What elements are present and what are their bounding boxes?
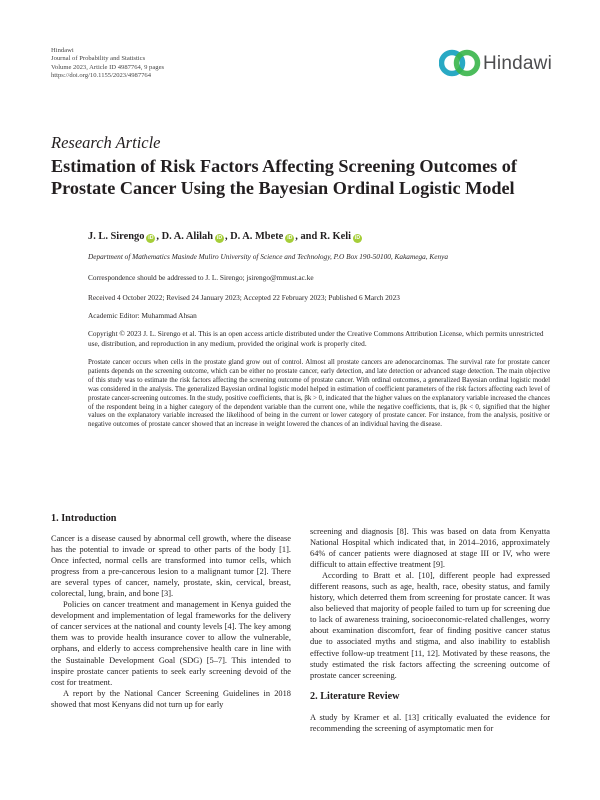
publisher-name: Hindawi: [51, 47, 74, 54]
hindawi-logo: [439, 43, 557, 83]
paragraph: screening and diagnosis [8]. This was based on data from Kenyatta National Hospital which indicated that, in 2014–2016, approximately 64% of cancer patients were diagnosed at stage III or IV, who were difficult to attain effective treatment [9].: [310, 527, 550, 570]
author-name[interactable]: , D. A. Alilah: [156, 231, 213, 242]
author-name[interactable]: , and R. Keli: [295, 231, 351, 242]
paragraph: A report by the National Cancer Screening Guidelines in 2018 showed that most Kenyans did not turn up for early: [51, 688, 291, 709]
section-heading: 2. Literature Review: [310, 690, 400, 702]
author-list: [88, 231, 363, 243]
paragraph: According to Bratt et al. [10], different people had expressed different reasons, such as age, health, race, obesity status, and family history, which deterred them from screening for prostate cancer. It was also believed that majority of people failed to turn up for screening due to lack of awareness training, socioeconomic-related challenges, worry about examination discomfort, fear of finding positive cancer status due to associated myths and stigma, and also inability to establish effective follow-up treatment [11, 12]. Motivated by these reasons, the study estimated the risk factors affecting the screening outcome of prostate cancer screening.: [310, 571, 550, 680]
paragraph: A study by Kramer et al. [13] critically evaluated the evidence for recommending the screening of asymptomatic men for: [310, 712, 550, 733]
paragraph: Policies on cancer treatment and management in Kenya guided the development and implementation of legal frameworks for the delivery of cancer services at the national and county levels [4]. The key among them was to provide health insurance cover to allow the vulnerable, orphans, and elderly to access comprehensive health care in line with the Sustainable Development Goal (SDG) [5–7]. This intended to inspire prostate cancer patients to seek early screening devoid of the cost for treatment.: [51, 600, 291, 687]
logo-wordmark: Hindawi: [483, 53, 552, 74]
section-heading: 1. Introduction: [51, 513, 117, 524]
orcid-icon[interactable]: iD: [287, 235, 293, 241]
article-title: Estimation of Risk Factors Affecting Screening Outcomes of Prostate Cancer Using the Bayesian Ordinal Logistic Model: [51, 156, 517, 198]
author-name[interactable]: , D. A. Mbete: [224, 231, 284, 242]
article-type: Research Article: [51, 133, 161, 152]
affiliation: Department of Mathematics Masinde Muliro University of Science and Technology, P.O Box 190-50100, Kakamega, Kenya: [88, 252, 449, 261]
orcid-icon[interactable]: iD: [216, 235, 223, 241]
publication-dates: Received 4 October 2022; Revised 24 January 2023; Accepted 22 February 2023; Published 6 March 2023: [88, 293, 400, 302]
author-name[interactable]: J. L. Sirengo: [88, 231, 145, 242]
journal-header: [51, 47, 164, 80]
doi-link[interactable]: https://doi.org/10.1155/2023/4987764: [51, 71, 152, 79]
right-column: [310, 526, 550, 734]
academic-editor: Academic Editor: Muhammad Ahsan: [88, 311, 197, 320]
orcid-icon[interactable]: iD: [148, 235, 154, 241]
orcid-icon[interactable]: iD: [354, 235, 361, 241]
copyright-notice: Copyright © 2023 J. L. Sirengo et al. This is an open access article distributed under the Creative Commons Attribution License, which permits unrestricted use, distribution, and reproduction in any medium, provided the original work is properly cited.: [88, 329, 544, 348]
correspondence: Correspondence should be addressed to J. L. Sirengo; jsirengo@mmust.ac.ke: [88, 273, 314, 282]
paragraph: Cancer is a disease caused by abnormal cell growth, where the disease has the potential to invade or spread to other parts of the body [1]. Once infected, normal cells are transformed into tumor cells, which progress from a pre-cancerous lesion to a malignant tumor [2]. There are several types of cancer, namely, prostate, skin, cervical, breast, colorectal, lung, brain, and bone [3].: [51, 534, 291, 599]
volume-line: Volume 2023, Article ID 4987764, 9 pages: [51, 63, 165, 71]
journal-name: Journal of Probability and Statistics: [51, 55, 146, 63]
hindawi-logo-icon: [439, 43, 483, 83]
abstract: Prostate cancer occurs when cells in the prostate gland grow out of control. Almost all prostate cancers are adenocarcinomas. The survival rate for prostate cancer patients depends on the screening outcome, which can be either no prostate cancer, early detection, and late detection or advanced stage detection. The main objective of this study was to estimate the risk factors affecting the screening outcome of prostate cancer. With ordinal outcomes, a generalized Bayesian ordinal logistic model was considered in the analysis. The generalized Bayesian ordinal logistic model helped in estimation of coefficient parameters of the risk factors affecting each level of prostate cancer-screening outcomes. In the study, positive coefficients, that is, βk > 0, indicated that the higher values on the explanatory variable increased the chances of the respondent being in a higher category of the dependent variable than the current one, while the negative coefficients, that is, βk < 0, signified that the higher values on the explanatory variable increased the likelihood of being in the current or lower category of prostate cancer. For instance, from the analysis, positive or negative outcomes of prostate cancer showed that an increase in weight lowered the chances of an individual having the disease.: [88, 359, 550, 429]
left-column: [51, 512, 291, 710]
